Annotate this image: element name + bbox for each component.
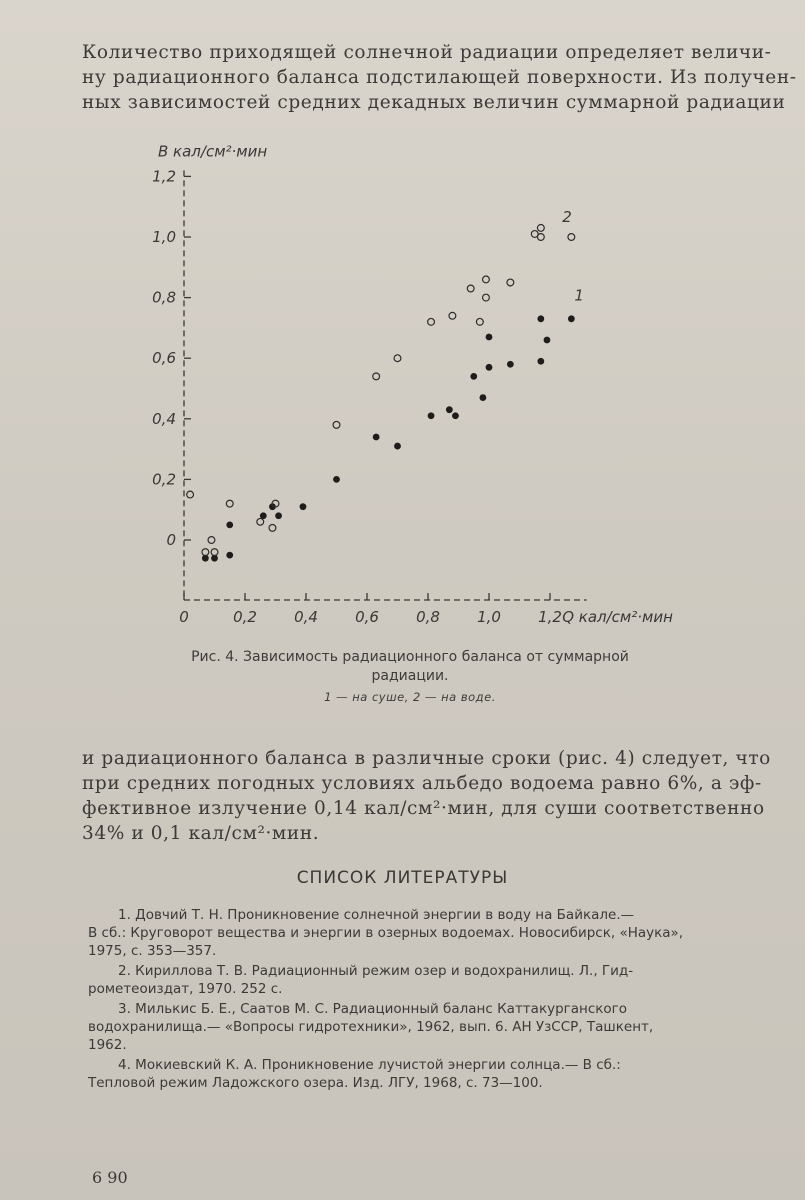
y-tick-label: 0,8 [152, 288, 176, 307]
land-point [428, 412, 435, 419]
reference-line: 2. Кириллова Т. В. Радиационный режим озер и водохранилищ. Л., Гид- [118, 963, 634, 979]
water-point [568, 234, 575, 241]
water-point [467, 285, 474, 292]
water-point [476, 318, 483, 325]
land-point [226, 552, 233, 559]
y-tick-label: 0,4 [152, 409, 176, 428]
series-label-2: 2 [562, 207, 572, 226]
reference-line: В сб.: Круговорот вещества и энергии в озерных водоемах. Новосибирск, «Наука», [88, 925, 684, 941]
caption-legend: 1 — на суше, 2 — на воде. [324, 690, 496, 704]
conclusion-line: 34% и 0,1 кал/см²·мин. [82, 823, 320, 844]
reference-line: 1975, с. 353—357. [88, 943, 217, 959]
land-point [544, 337, 551, 344]
figure-caption [150, 648, 670, 686]
water-point [537, 234, 544, 241]
y-tick-label: 0,2 [152, 470, 176, 489]
water-point [483, 276, 490, 283]
reference-item [88, 962, 778, 998]
x-tick-label: 0 [179, 608, 189, 626]
y-tick-label: 1,0 [152, 228, 176, 246]
land-point [568, 315, 575, 322]
land-point [486, 364, 493, 371]
page-number: 6 90 [92, 1168, 128, 1187]
water-point [211, 549, 218, 556]
x-tick-label: 1,2 [538, 608, 562, 626]
land-point [537, 315, 544, 322]
reference-item [88, 1000, 778, 1054]
water-point [507, 279, 514, 286]
land-point [537, 358, 544, 365]
water-point [208, 537, 215, 544]
references-list [88, 906, 778, 1094]
land-point [300, 503, 307, 510]
references-heading: СПИСОК ЛИТЕРАТУРЫ [296, 868, 509, 888]
chart-svg [140, 140, 680, 626]
y-tick-label: 0 [166, 531, 176, 549]
y-axis-label: B кал/см²·мин [158, 142, 268, 161]
water-point [187, 491, 194, 498]
x-tick-label: 0,8 [416, 608, 440, 626]
y-tick-label: 1,2 [152, 167, 176, 186]
reference-line: 4. Мокиевский К. А. Проникновение лучистой энергии солнца.— В сб.: [118, 1057, 621, 1073]
land-point [226, 521, 233, 528]
x-axis-label: Q кал/см²·мин [562, 608, 673, 626]
conclusion-line: фективное излучение 0,14 кал/см²·мин, для суши соответственно [82, 798, 765, 819]
reference-line: 1. Довчий Т. Н. Проникновение солнечной энергии в воду на Байкале.— [118, 907, 635, 923]
water-point [394, 355, 401, 362]
land-point [480, 394, 487, 401]
intro-line: ных зависимостей средних декадных величин суммарной радиации [82, 92, 786, 113]
x-tick-label: 0,4 [294, 608, 318, 626]
intro-line: ну радиационного баланса подстилающей поверхности. Из получен- [82, 67, 797, 88]
water-point [269, 524, 276, 531]
series-label-1: 1 [574, 286, 584, 305]
x-tick-label: 0,6 [355, 608, 379, 626]
land-point [446, 406, 453, 413]
reference-line: 3. Милькис Б. Е., Саатов М. С. Радиационный баланс Каттакурганского [118, 1001, 628, 1017]
reference-line: 1962. [88, 1037, 127, 1053]
scatter-chart [140, 140, 680, 626]
conclusion-line: и радиационного баланса в различные сроки (рис. 4) следует, что [82, 748, 771, 769]
water-point [537, 225, 544, 232]
water-point [483, 294, 490, 301]
caption-line-2: радиации. [371, 668, 449, 684]
water-point [428, 318, 435, 325]
water-point [333, 421, 340, 428]
reference-item [88, 1056, 778, 1092]
conclusion-paragraph [82, 746, 774, 846]
land-point [452, 412, 459, 419]
land-point [333, 476, 340, 483]
y-tick-label: 0,6 [152, 349, 176, 368]
land-point [394, 443, 401, 450]
land-point [275, 512, 282, 519]
water-point [257, 518, 264, 525]
water-point [226, 500, 233, 507]
water-point [373, 373, 380, 380]
x-tick-label: 0,2 [233, 608, 257, 626]
reference-line: водохранилища.— «Вопросы гидротехники», 1962, вып. 6. АН УзССР, Ташкент, [88, 1019, 654, 1035]
reference-line: Тепловой режим Ладожского озера. Изд. ЛГУ, 1968, с. 73—100. [88, 1075, 543, 1091]
land-point [470, 373, 477, 380]
land-point [507, 361, 514, 368]
reference-line: рометеоиздат, 1970. 252 с. [88, 981, 283, 997]
caption-line-1: Рис. 4. Зависимость радиационного баланса от суммарной [191, 649, 629, 665]
land-point [486, 334, 493, 341]
intro-line: Количество приходящей солнечной радиации определяет величи- [82, 42, 772, 63]
intro-paragraph [82, 40, 797, 115]
conclusion-line: при средних погодных условиях альбедо водоема равно 6%, а эф- [82, 773, 762, 794]
land-point [373, 434, 380, 441]
reference-item [88, 906, 778, 960]
water-point [449, 312, 456, 319]
x-tick-label: 1,0 [477, 608, 501, 626]
water-point [202, 549, 209, 556]
